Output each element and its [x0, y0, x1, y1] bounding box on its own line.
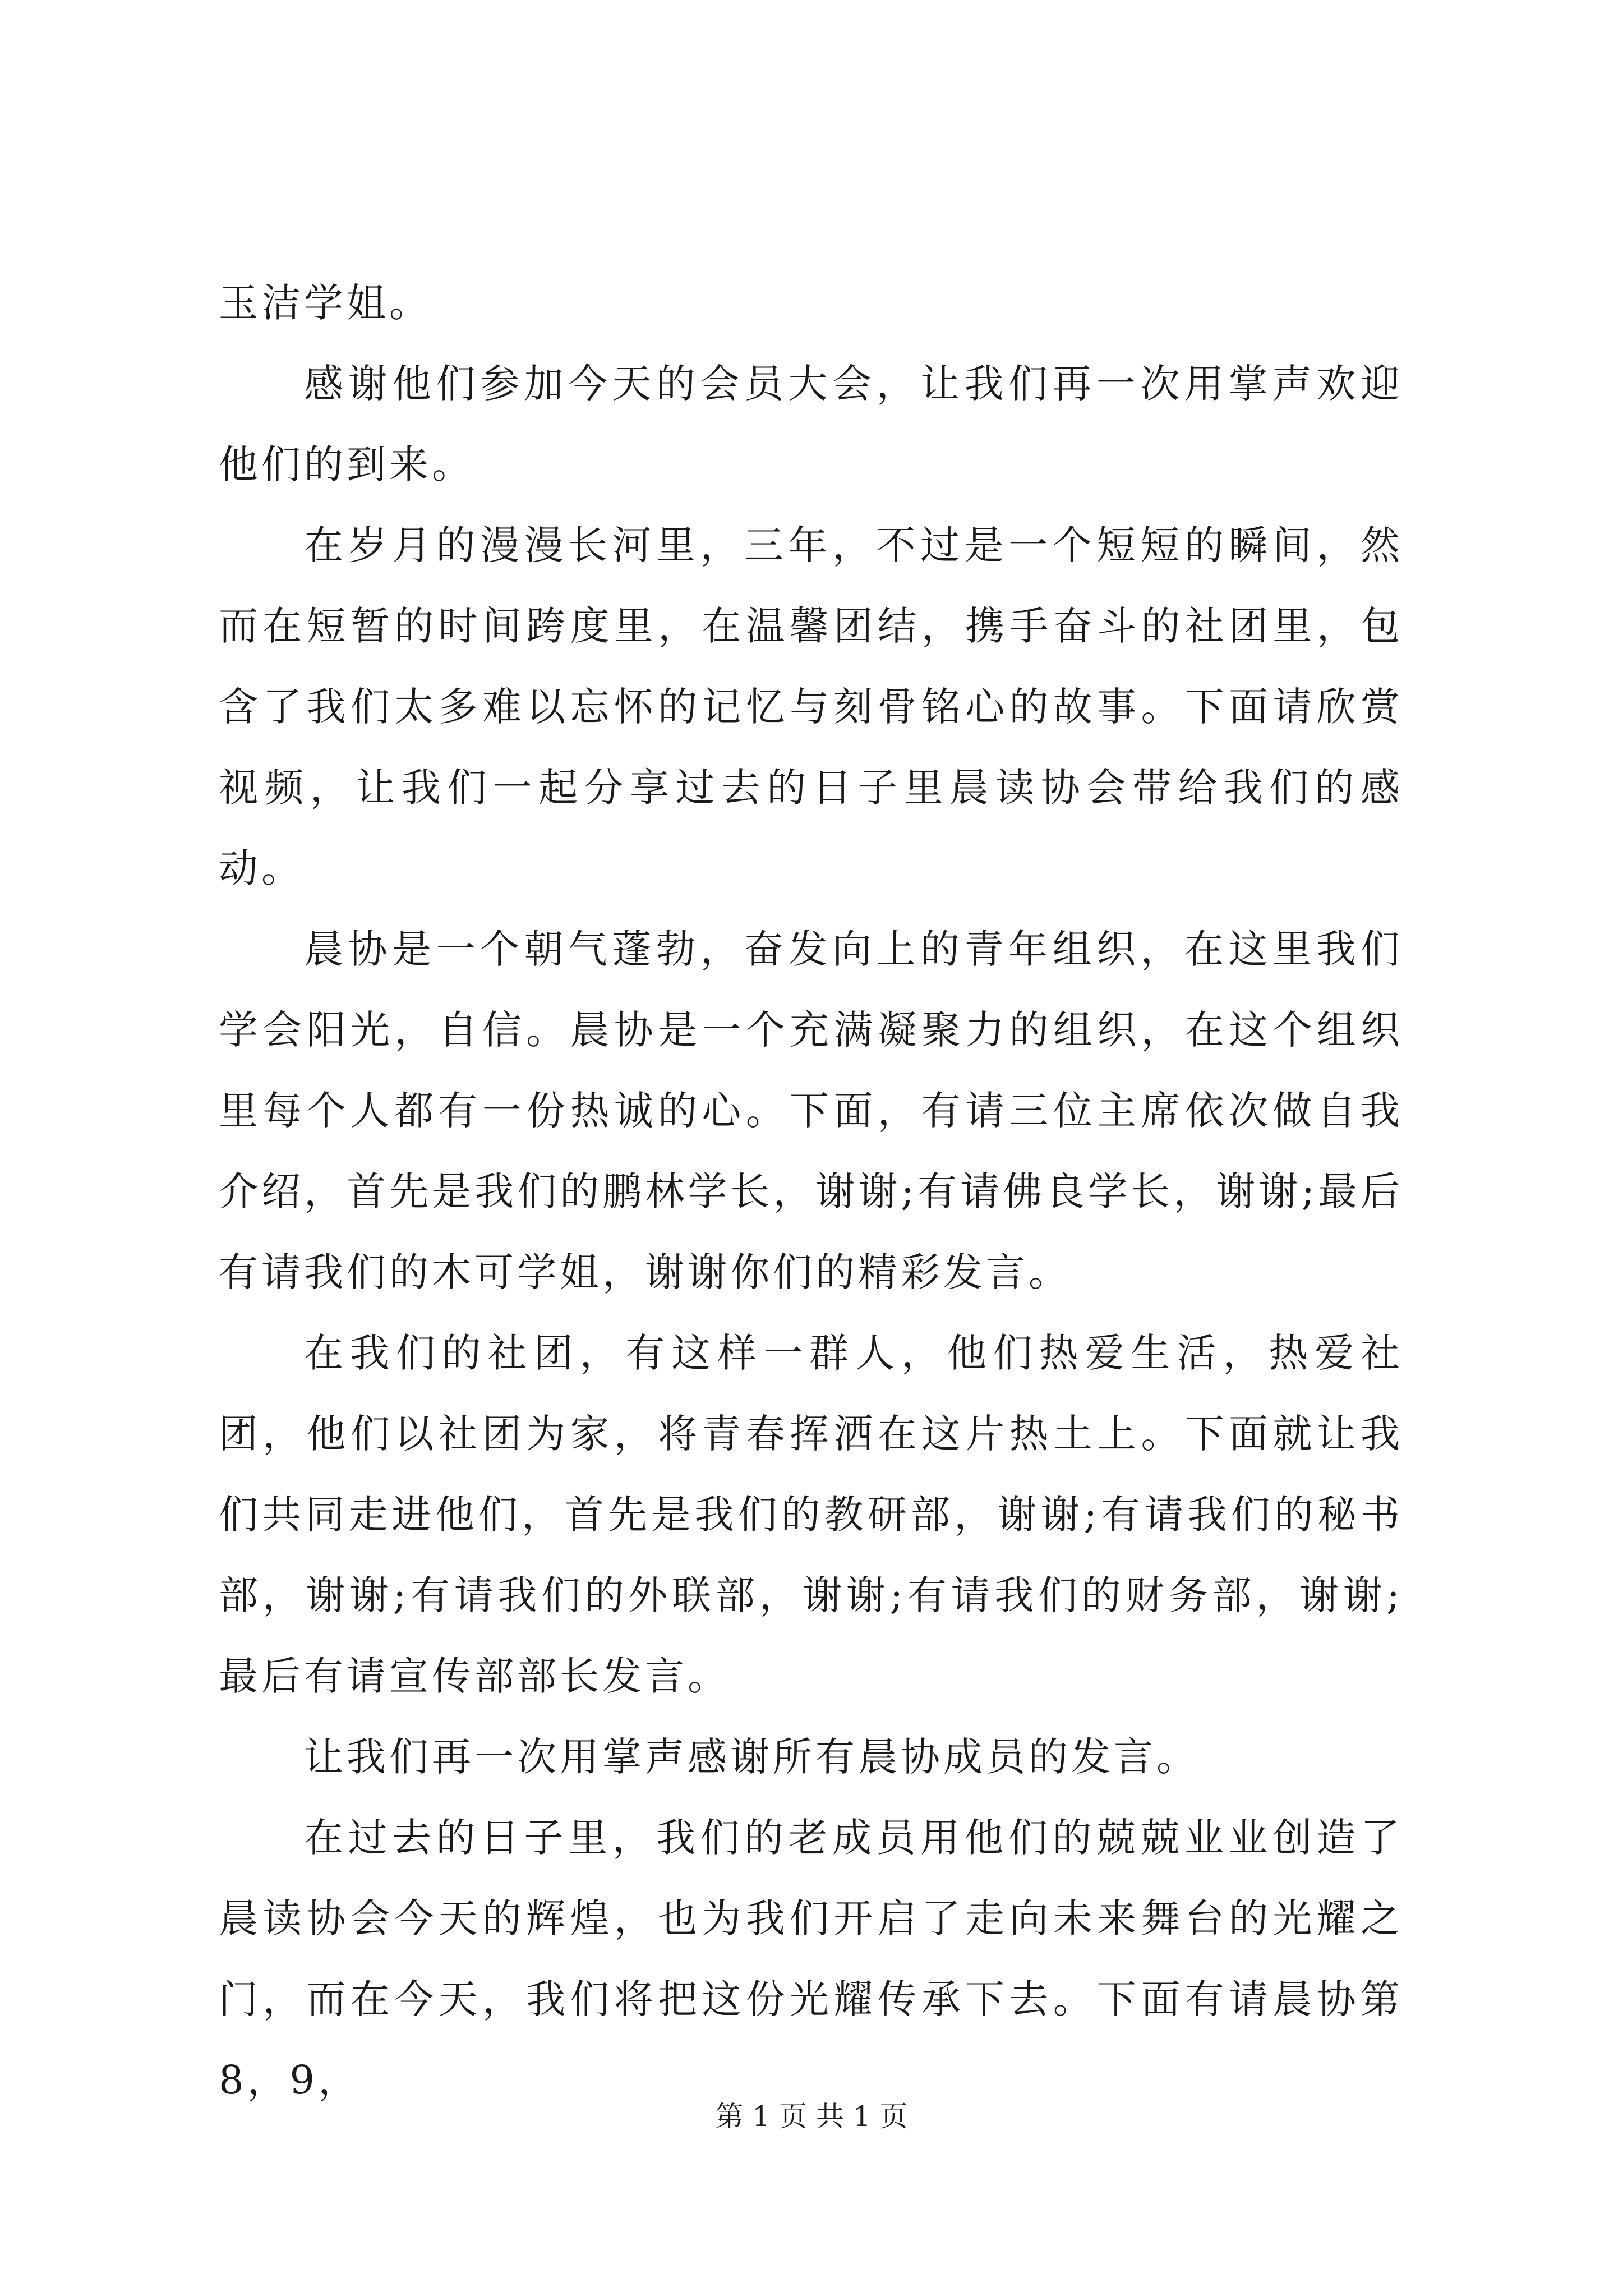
paragraph-2: 感谢他们参加今天的会员大会，让我们再一次用掌声欢迎他们的到来。 — [219, 361, 1403, 487]
paragraph-3: 在岁月的漫漫长河里，三年，不过是一个短短的瞬间，然而在短暂的时间跨度里，在温馨团结，携手奋斗的社团里，包含了我们太多难以忘怀的记忆与刻骨铭心的故事。下面请欣赏视频，让我们一起分享过去的日子里晨读协会带给我们的感动。 — [219, 522, 1403, 891]
paragraph-5: 在我们的社团，有这样一群人，他们热爱生活，热爱社团，他们以社团为家，将青春挥洒在这片热土上。下面就让我们共同走进他们，首先是我们的教研部，谢谢;有请我们的秘书部，谢谢;有请我们的外联部，谢谢;有请我们的财务部，谢谢;最后有请宣传部部长发言。 — [219, 1330, 1403, 1699]
paragraph-7: 在过去的日子里，我们的老成员用他们的兢兢业业创造了晨读协会今天的辉煌，也为我们开启了走向未来舞台的光耀之门，而在今天，我们将把这份光耀传承下去。下面有请晨协第8，9， — [219, 1815, 1403, 2103]
page-footer — [0, 2097, 1623, 2136]
document-body — [219, 263, 1403, 2120]
paragraph-4: 晨协是一个朝气蓬勃，奋发向上的青年组织，在这里我们学会阳光，自信。晨协是一个充满凝聚力的组织，在这个组织里每个人都有一份热诚的心。下面，有请三位主席依次做自我介绍，首先是我们的鹏林学长，谢谢;有请佛良学长，谢谢;最后有请我们的木可学姐，谢谢你们的精彩发言。 — [219, 926, 1403, 1295]
paragraph-6: 让我们再一次用掌声感谢所有晨协成员的发言。 — [304, 1734, 1199, 1780]
page-number-label: 第 1 页 共 1 页 — [715, 2100, 908, 2133]
paragraph-1: 玉洁学姐。 — [219, 280, 432, 326]
